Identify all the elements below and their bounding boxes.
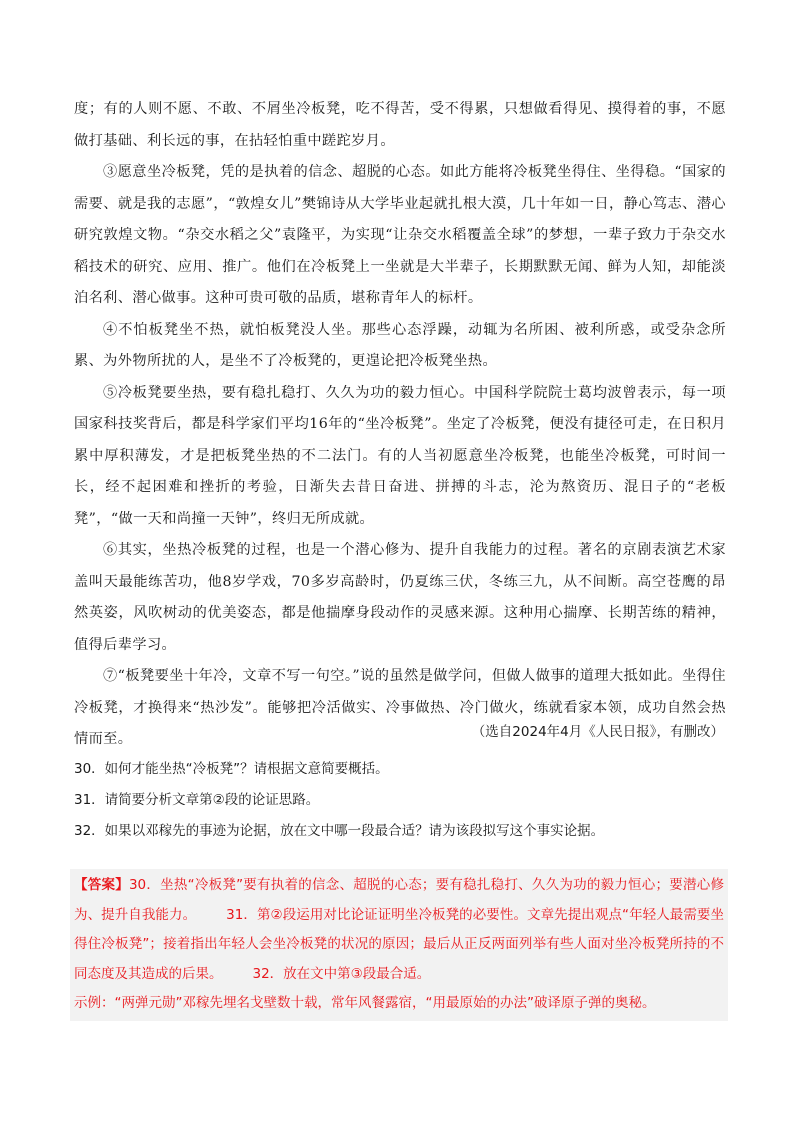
answer-example: 示例：“两弹元勋”邓稼先埋名戈壁数十载，常年风餐露宿，“用最原始的办法”破译原子弹的奥秘。 (74, 995, 656, 1011)
paragraph-6: ⑥其实，坐热冷板凳的过程，也是一个潜心修为、提升自我能力的过程。著名的京剧表演艺术家盖叫天最能练苦功，他8岁学戏，70多岁高龄时，仍夏练三伏，冬练三九，从不间断。高空苍鹰的昂然英姿，风吹树动的优美姿态，都是他揣摩身段动作的灵感来源。这种用心揣摩、长期苦练的精神，值得后辈学习。 (74, 542, 726, 653)
answer-32: 32．放在文中第③段最合适。 (252, 965, 431, 982)
paragraph-7: ⑦“板凳要坐十年冷，文章不写一句空。”说的虽然是做学问，但做人做事的道理大抵如此。坐得住冷板凳，才换得来“热沙发”。能够把冷活做实、冷事做热、冷门做火，练就看家本领，成功自然会热情而至。 (74, 668, 726, 747)
answer-box (70, 869, 728, 1021)
answer-tag: 【答案】 (74, 877, 129, 893)
paragraph-4: ④不怕板凳坐不热，就怕板凳没人坐。那些心态浮躁，动辄为名所困、被利所惑，或受杂念所累、为外物所扰的人，是坐不了冷板凳的，更遑论把冷板凳坐热。 (74, 321, 726, 369)
question-32: 32．如果以邓稼先的事迹为论据，放在文中哪一段最合适？请为该段拟写这个事实论据。 (74, 823, 605, 839)
paragraph-5: ⑤冷板凳要坐热，要有稳扎稳打、久久为功的毅力恒心。中国科学院院士葛均波曾表示，每一项国家科技奖背后，都是科学家们平均16年的“坐冷板凳”。坐定了冷板凳，便没有捷径可走，在日积月累中厚积薄发，才是把板凳坐热的不二法门。有的人当初愿意坐冷板凳，也能坐冷板凳，可时间一长，经不起困难和挫折的考验，日渐失去昔日奋进、拼搏的斗志，沦为熬资历、混日子的“老板凳”，“做一天和尚撞一天钟”，终归无所成就。 (74, 384, 726, 527)
paragraph-2-continuation: 度；有的人则不愿、不敢、不屑坐冷板凳，吃不得苦，受不得累，只想做看得见、摸得着的事，不愿做打基础、利长远的事，在拈轻怕重中蹉跎岁月。 (74, 101, 726, 149)
source-citation: （选自2024年4月《人民日报》，有删改） (471, 724, 724, 740)
article-body (74, 94, 726, 756)
paragraph-3: ③愿意坐冷板凳，凭的是执着的信念、超脱的心态。如此方能将冷板凳坐得住、坐得稳。“国家的需要、就是我的志愿”，“敦煌女儿”樊锦诗从大学毕业起就扎根大漠，几十年如一日，静心笃志、潜心研究敦煌文物。“杂交水稻之父”袁隆平，为实现“让杂交水稻覆盖全球”的梦想，一辈子致力于杂交水稻技术的研究、应用、推广。他们在冷板凳上一坐就是大半辈子，长期默默无闻、鲜为人知，却能淡泊名利、潜心做事。这种可贵可敬的品质，堪称青年人的标杆。 (74, 164, 726, 306)
answer-31: 31．第②段运用对比论证证明坐冷板凳的必要性。文章先提出观点“年轻人最需要坐得住冷板凳”；接着指出年轻人会坐冷板凳的状况的原因；最后从正反两面列举有些人面对坐冷板凳所持的不同态度及其造成的后果。 (74, 906, 725, 982)
question-30: 30．如何才能坐热“冷板凳”？请根据文意简要概括。 (74, 761, 389, 777)
question-31: 31．请简要分析文章第②段的论证思路。 (74, 792, 320, 808)
answer-30: 30．坐热“冷板凳”要有执着的信念、超脱的心态；要有稳扎稳打、久久为功的毅力恒心；要潜心修为、提升自我能力。 (74, 877, 724, 923)
questions-list (74, 754, 726, 847)
